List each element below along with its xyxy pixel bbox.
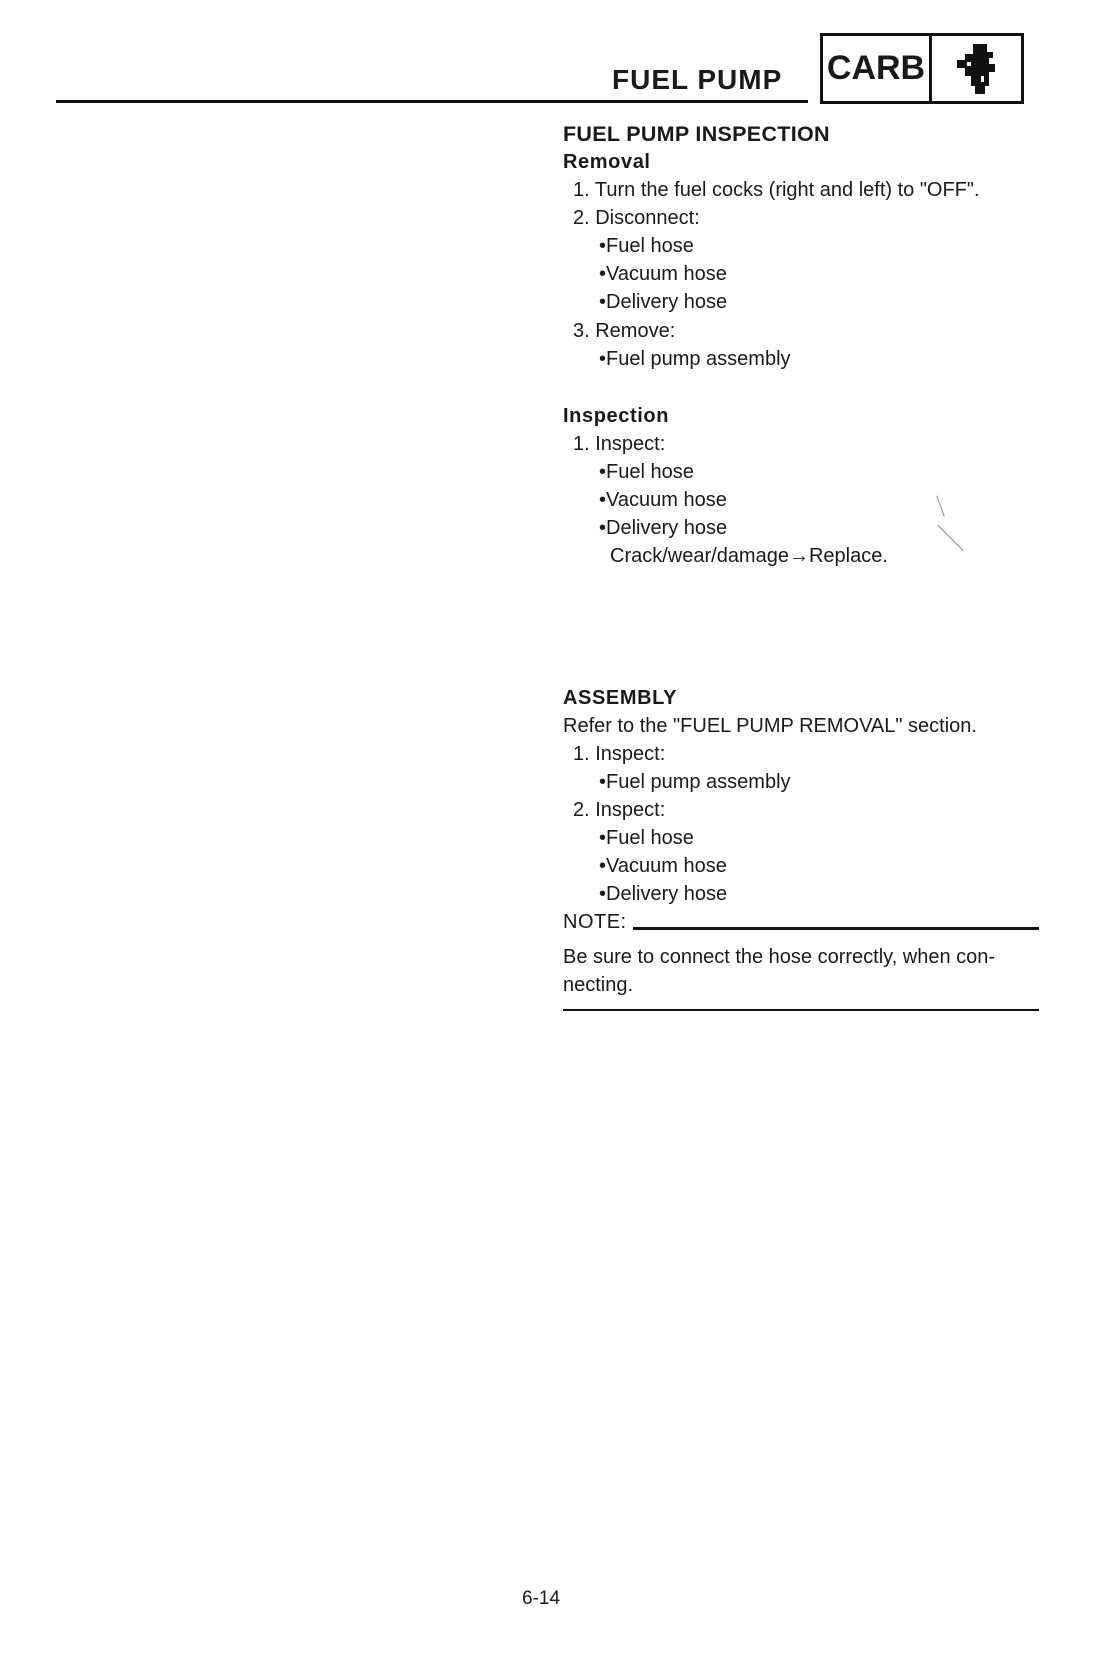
inspection-step-1: 1. Inspect: (573, 433, 666, 455)
inspection-result: Crack/wear/damage→Replace. (610, 545, 888, 567)
badge-label: CARB (823, 36, 932, 101)
list-item: •Delivery hose (599, 517, 728, 539)
header-rule (56, 100, 808, 103)
list-item: •Fuel hose (599, 827, 694, 849)
carburetor-icon (932, 36, 1021, 101)
list-item: •Vacuum hose (599, 489, 727, 511)
list-item: •Vacuum hose (599, 855, 727, 877)
section-heading-inspection: FUEL PUMP INSPECTION (563, 122, 830, 146)
removal-step-3: 3. Remove: (573, 320, 676, 342)
page-number: 6-14 (522, 1588, 561, 1609)
list-item: •Fuel hose (599, 461, 694, 483)
assembly-step-1: 1. Inspect: (573, 743, 666, 765)
note-rule-bottom (563, 1009, 1039, 1011)
list-item: •Delivery hose (599, 291, 728, 313)
note-label: NOTE: (563, 911, 627, 933)
list-item: •Fuel hose (599, 235, 694, 257)
section-badge (820, 33, 1024, 104)
subheading-removal: Removal (563, 151, 651, 173)
section-heading-assembly: ASSEMBLY (563, 687, 678, 709)
scan-mark (936, 495, 944, 516)
list-item: •Delivery hose (599, 883, 728, 905)
list-item: •Fuel pump assembly (599, 771, 791, 793)
assembly-step-2: 2. Inspect: (573, 799, 666, 821)
removal-step-2: 2. Disconnect: (573, 207, 700, 229)
list-item: •Vacuum hose (599, 263, 727, 285)
note-text-line-1: Be sure to connect the hose correctly, when con- (563, 946, 996, 968)
removal-step-1: 1. Turn the fuel cocks (right and left) to "OFF". (573, 179, 980, 201)
page-title: FUEL PUMP (612, 64, 783, 95)
scan-mark (937, 525, 963, 551)
list-item: •Fuel pump assembly (599, 348, 791, 370)
note-text-line-2: necting. (563, 974, 634, 996)
subheading-inspection: Inspection (563, 405, 670, 427)
note-rule-top (633, 927, 1039, 930)
assembly-reference: Refer to the "FUEL PUMP REMOVAL" section. (563, 715, 977, 737)
